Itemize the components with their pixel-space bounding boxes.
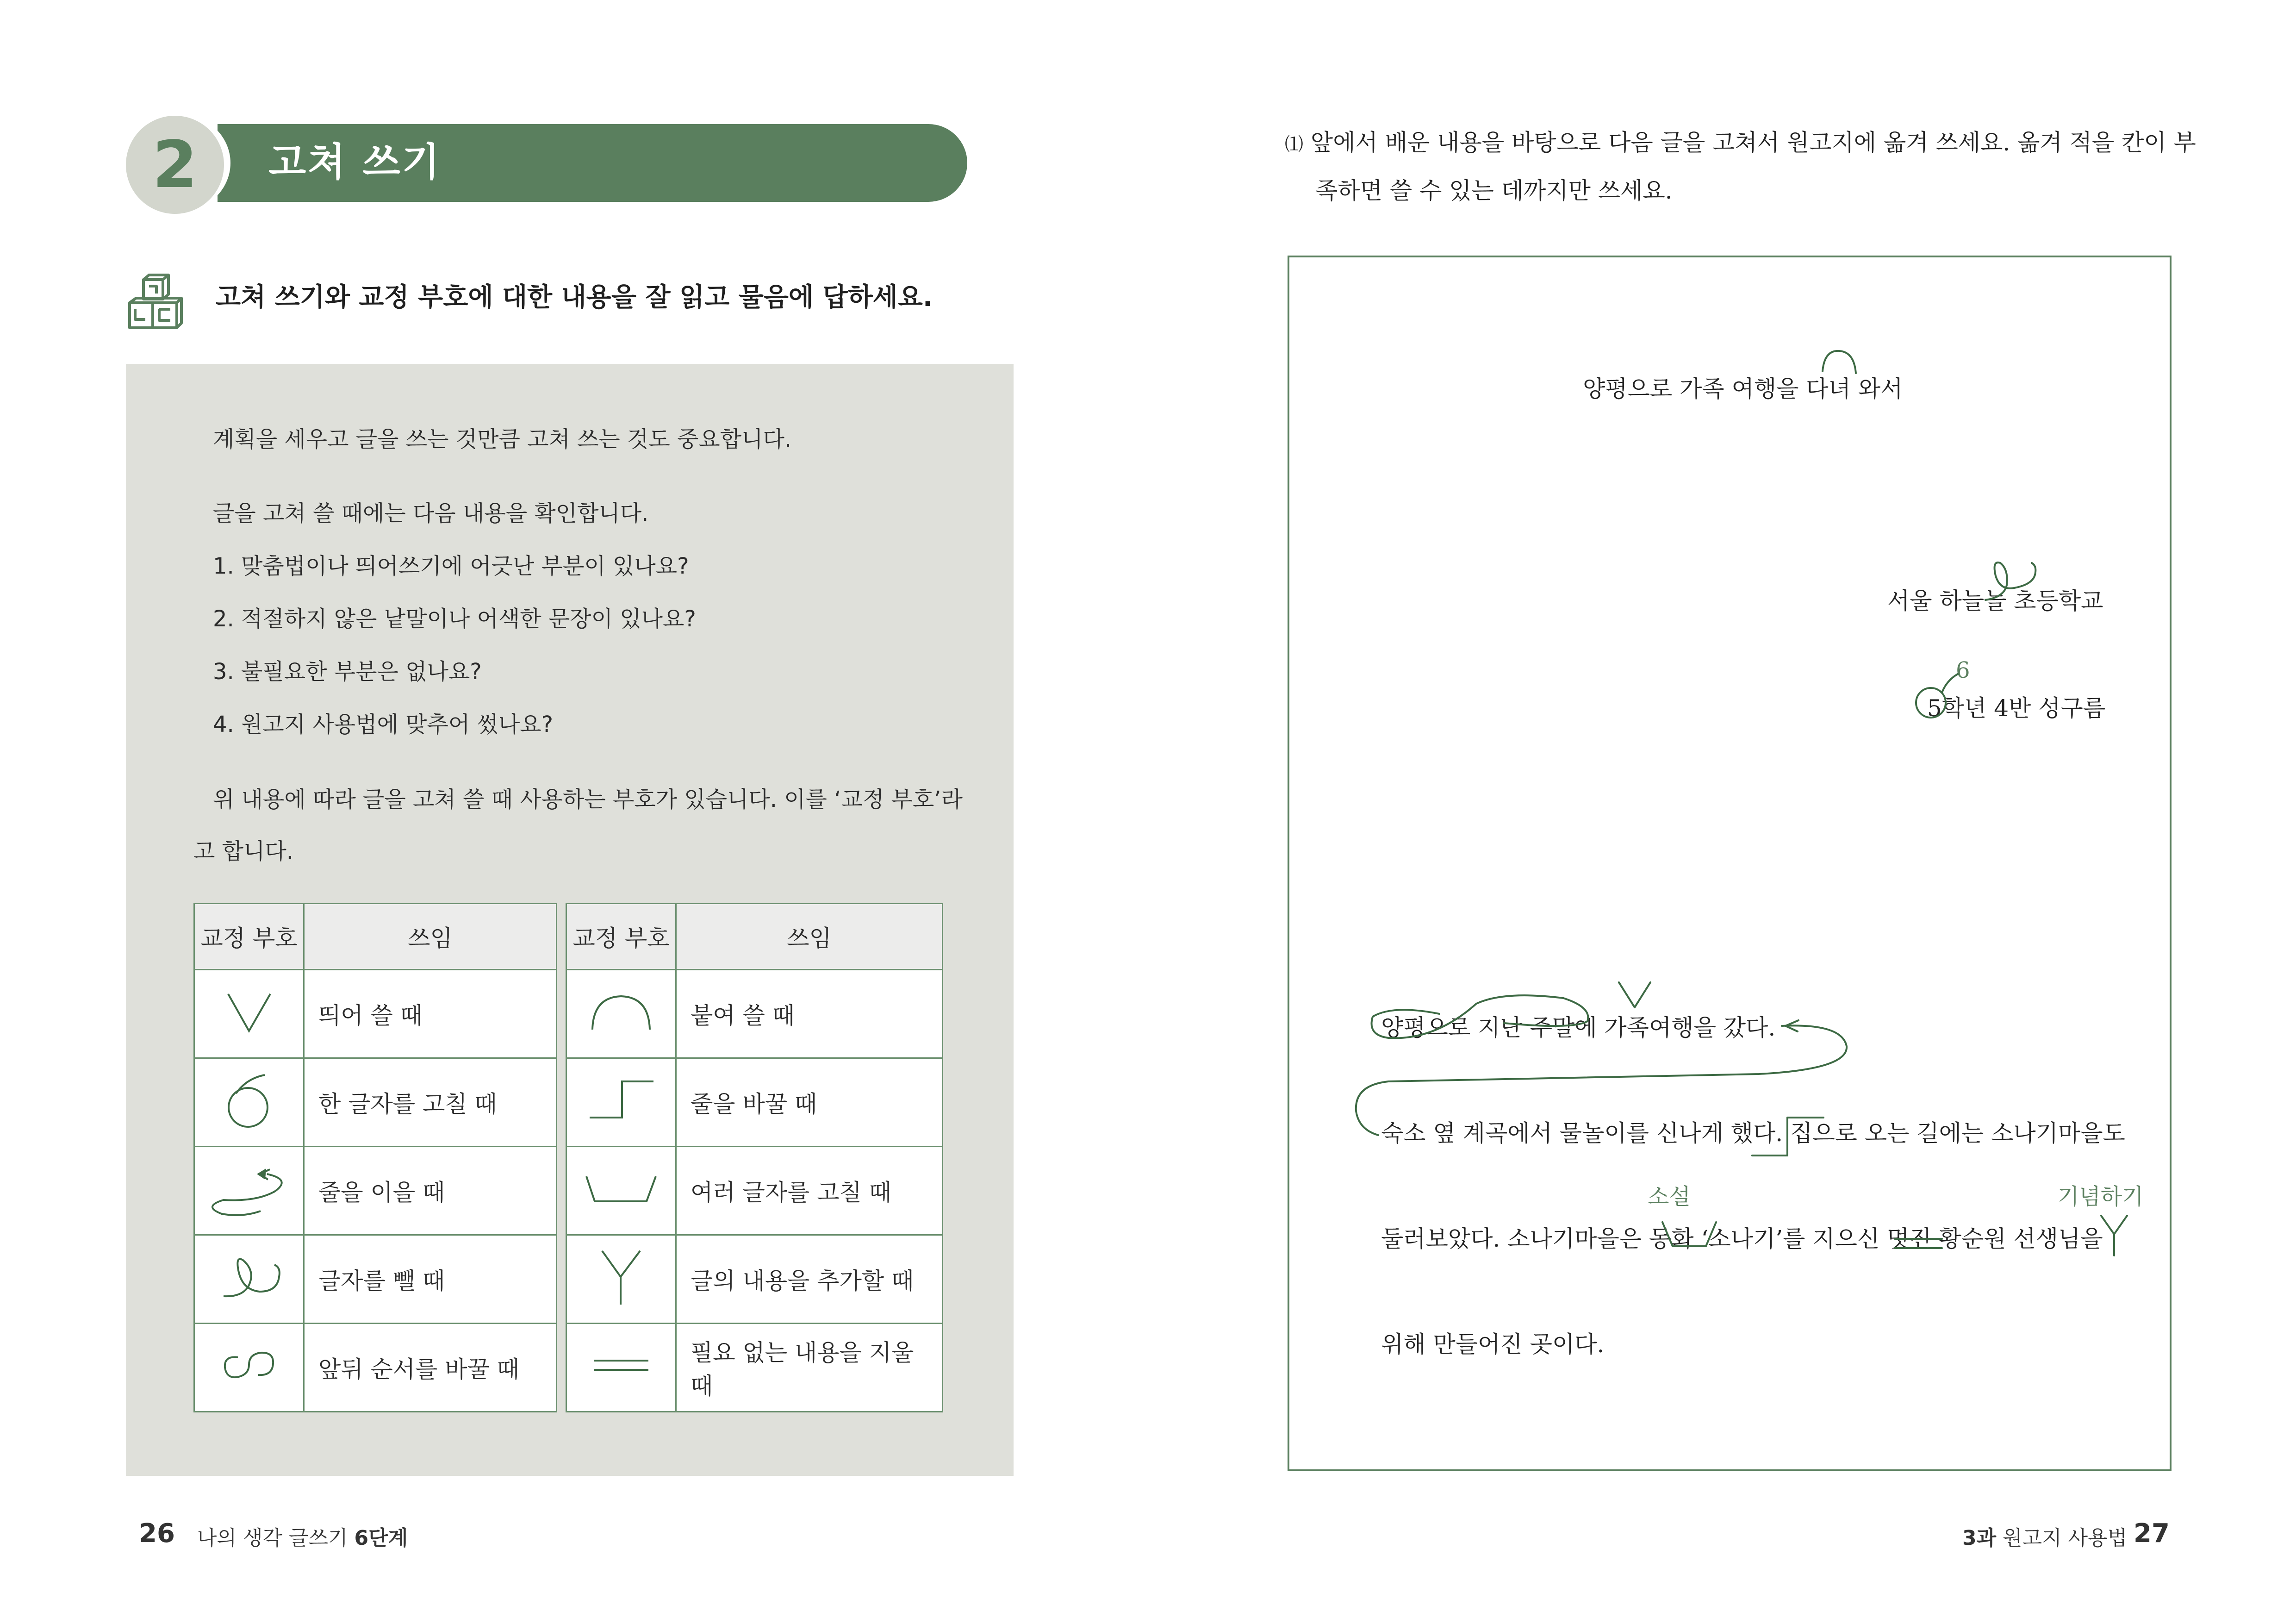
page-number-left: 26 xyxy=(139,1518,175,1549)
question-number: ⑴ xyxy=(1285,134,1303,155)
insert-word-1: 소설 xyxy=(1648,1184,1691,1210)
info-check-intro: 글을 고쳐 쓸 때에는 다음 내용을 확인합니다. xyxy=(213,500,649,526)
manuscript-class: 5학년 4반 성구름 xyxy=(1927,695,2106,722)
footer-book-name: 나의 생각 글쓰기 xyxy=(197,1526,348,1550)
table-cell-use: 붙여 쓸 때 xyxy=(676,970,943,1058)
table-cell-use: 글의 내용을 추가할 때 xyxy=(676,1235,943,1324)
info-intro: 계획을 세우고 글을 쓰는 것만큼 고쳐 쓰는 것도 중요합니다. xyxy=(213,426,792,452)
instruction-text: 고쳐 쓰기와 교정 부호에 대한 내용을 잘 읽고 물음에 답하세요. xyxy=(216,282,933,312)
table-header-use: 쓰임 xyxy=(304,904,557,970)
multi-correction-mark xyxy=(1662,1222,1716,1246)
manuscript-title: 양평으로 가족 여행을 다녀 와서 xyxy=(1583,375,1903,402)
manuscript-school: 서울 하늘늘 초등학교 xyxy=(1887,587,2103,614)
manuscript-line: 둘러보았다. 소나기마을은 동화 ‘소나기’를 지으신 멋진 황순원 선생님을 xyxy=(1381,1225,2103,1252)
table-cell-use: 앞뒤 순서를 바꿀 때 xyxy=(304,1324,557,1412)
table-cell-use: 여러 글자를 고칠 때 xyxy=(676,1147,943,1235)
table-cell-use: 띄어 쓸 때 xyxy=(304,970,557,1058)
check-item: 2. 적절하지 않은 낱말이나 어색한 문장이 있나요? xyxy=(213,606,696,632)
footer-chapter xyxy=(1962,1521,2127,1551)
check-item: 4. 원고지 사용법에 맞추어 썼나요? xyxy=(213,712,554,737)
table-header-mark: 교정 부호 xyxy=(194,904,304,970)
question-text: 앞에서 배운 내용을 바탕으로 다음 글을 고쳐서 원고지에 옮겨 쓰세요. 옮겨 적을 칸이 부 xyxy=(1310,129,2196,156)
class-correction: 6 xyxy=(1956,657,1970,683)
line-join-mark xyxy=(1356,1025,1847,1135)
check-item: 3. 불필요한 부분은 없나요? xyxy=(213,659,482,685)
table-cell-use: 줄을 바꿀 때 xyxy=(676,1058,943,1147)
footer-chapter-title: 원고지 사용법 xyxy=(2003,1526,2128,1550)
info-marks-line2: 고 합니다. xyxy=(193,838,293,864)
line-break-mark xyxy=(1752,1118,1823,1156)
check-item: 1. 맞춤법이나 띄어쓰기에 어긋난 부분이 있나요? xyxy=(213,553,689,579)
section-title: 고쳐 쓰기 xyxy=(268,139,442,185)
footer-chapter-number: 3과 xyxy=(1962,1526,1997,1550)
v-spacing-mark xyxy=(1619,982,1650,1007)
table-cell-use: 한 글자를 고칠 때 xyxy=(304,1058,557,1147)
question-line2: 족하면 쓸 수 있는 데까지만 쓰세요. xyxy=(1315,177,1673,204)
swap-order-mark xyxy=(1372,995,1588,1038)
join-arc-mark xyxy=(1823,351,1856,373)
table-cell-use: 줄을 이을 때 xyxy=(304,1147,557,1235)
footer-level: 6단계 xyxy=(354,1526,408,1550)
table-header-use: 쓰임 xyxy=(676,904,943,970)
delete-mark xyxy=(1985,562,2035,600)
section-number: 2 xyxy=(152,127,198,203)
manuscript-line: 양평으로 지난 주말에 가족여행을 갔다. xyxy=(1381,1014,1776,1041)
manuscript-line: 위해 만들어진 곳이다. xyxy=(1381,1331,1605,1358)
insert-mark xyxy=(2101,1216,2127,1255)
table-cell-use: 글자를 뺄 때 xyxy=(304,1235,557,1324)
manuscript-line: 숙소 옆 계곡에서 물놀이를 신나게 했다. 집으로 오는 길에는 소나기마을도 xyxy=(1381,1120,2125,1147)
insert-word-2: 기념하기 xyxy=(2058,1184,2144,1210)
table-header-mark: 교정 부호 xyxy=(566,904,676,970)
page-number-right: 27 xyxy=(2134,1518,2170,1549)
info-marks-line1: 위 내용에 따라 글을 고쳐 쓸 때 사용하는 부호가 있습니다. 이를 ‘교정 부호’라 xyxy=(213,787,963,812)
table-cell-use: 필요 없는 내용을 지울 때 xyxy=(676,1324,943,1412)
